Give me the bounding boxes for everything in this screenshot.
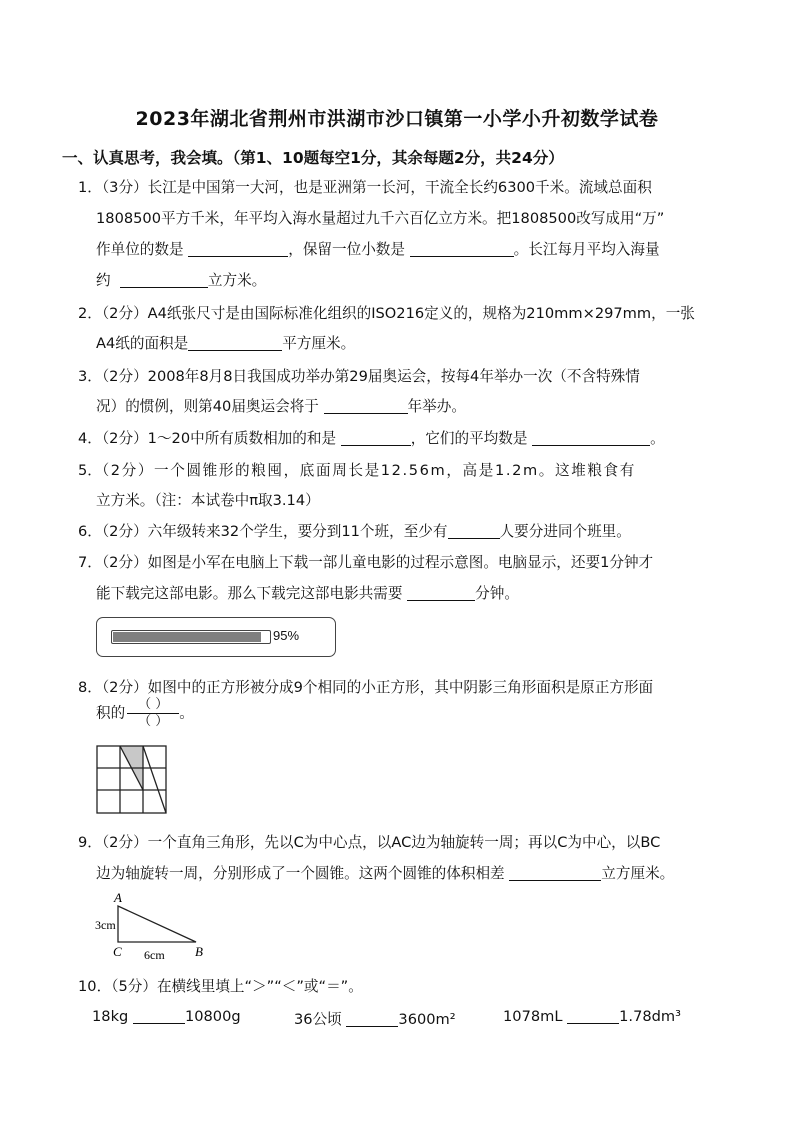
question-2-line-2: A4纸的面积是 平方厘米。 — [96, 335, 356, 352]
question-1-line-1 — [78, 176, 652, 197]
compare-item: 1078mL 1.78dm³ — [503, 1008, 681, 1025]
question-9-line-2: 边为轴旋转一周，分别形成了一个圆锥。这两个圆锥的体积相差 立方厘米。 — [96, 865, 675, 882]
question-8-line-2: 积的 $\frac{( )}{( )}$ 。 — [96, 697, 194, 729]
question-2-line-1: 2．（2分）A4纸张尺寸是由国际标准化组织的ISO216定义的，规格为210mm×297mm，一张 — [78, 305, 695, 322]
answer-blank[interactable] — [133, 1008, 185, 1024]
answer-blank[interactable] — [188, 241, 288, 257]
square-grid-figure — [96, 745, 168, 815]
question-6-line-1: 6．（2分）六年级转来32个学生，要分到11个班，至少有 人要分进同个班里。 — [78, 523, 631, 540]
question-5-line-1: 5．（2分）一个圆锥形的粮囤，底面周长是12.56m，高是1.2m。这堆粮食有 — [78, 462, 636, 479]
question-8-line-1: 8．（2分）如图中的正方形被分成9个相同的小正方形，其中阴影三角形面积是原正方形面 — [78, 679, 654, 696]
answer-blank[interactable] — [410, 241, 514, 257]
compare-item: 18kg 10800g — [92, 1008, 241, 1025]
question-3-line-1: 3．（2分）2008年8月8日我国成功举办第29届奥运会，按每4年举办一次（不含特殊情 — [78, 368, 640, 385]
vertex-b-label: B — [195, 944, 203, 959]
question-10-line-1: 10．（5分）在横线里填上“＞”“＜”或“＝”。 — [78, 978, 363, 995]
question-9-line-1: 9．（2分）一个直角三角形，先以C为中心点，以AC边为轴旋转一周；再以C为中心，以BC — [78, 834, 661, 851]
answer-blank[interactable] — [346, 1011, 398, 1027]
answer-blank[interactable] — [407, 585, 475, 601]
question-1-line-4: 约 立方米。 — [96, 272, 267, 289]
question-3-line-2: 况）的惯例，则第40届奥运会将于 年举办。 — [96, 398, 466, 415]
right-triangle-figure — [92, 890, 212, 964]
section-heading: 一、认真思考，我会填。（第1、10题每空1分，其余每题2分，共24分） — [62, 149, 564, 167]
question-1-line-3: 作单位的数是 ，保留一位小数是 。长江每月平均入海量 — [96, 241, 660, 258]
answer-blank[interactable] — [324, 398, 408, 414]
question-4-line-1: 4．（2分）1～20中所有质数相加的和是 ，它们的平均数是 。 — [78, 430, 665, 447]
answer-blank[interactable] — [120, 272, 208, 288]
question-7-line-1: 7．（2分）如图是小军在电脑上下载一部儿童电影的过程示意图。电脑显示，还要1分钟才 — [78, 554, 654, 571]
question-7-line-2: 能下载完这部电影。那么下载完这部电影共需要 分钟。 — [96, 585, 519, 602]
vertex-a-label: A — [114, 890, 122, 905]
answer-blank[interactable] — [188, 335, 282, 351]
page-title: 2023年湖北省荆州市洪湖市沙口镇第一小学小升初数学试卷 — [135, 108, 659, 130]
progress-fill — [113, 632, 261, 642]
question-text: （3分）长江是中国第一大河，也是亚洲第一长河，干流全长约6300千米。流域总面积 — [101, 179, 652, 196]
side-ac-label: 3cm — [95, 918, 116, 932]
answer-blank[interactable] — [341, 430, 411, 446]
answer-blank[interactable] — [448, 523, 500, 539]
progress-percent: 95% — [273, 628, 300, 643]
compare-item: 36公顷 3600m² — [294, 1011, 456, 1028]
vertex-c-label: C — [113, 944, 122, 959]
progress-track — [111, 630, 271, 644]
question-number: 1． — [78, 179, 102, 196]
side-bc-label: 6cm — [144, 948, 165, 962]
download-progress-widget — [96, 617, 336, 657]
fraction-answer[interactable]: $\frac{( )}{( )}$ — [127, 697, 179, 730]
answer-blank[interactable] — [532, 430, 650, 446]
question-1-line-2: 1808500平方千米，年平均入海水量超过九千六百亿立方米。把1808500改写成用“万” — [96, 210, 665, 227]
question-5-line-2: 立方米。（注：本试卷中π取3.14） — [96, 492, 320, 509]
answer-blank[interactable] — [509, 865, 601, 881]
answer-blank[interactable] — [567, 1008, 619, 1024]
